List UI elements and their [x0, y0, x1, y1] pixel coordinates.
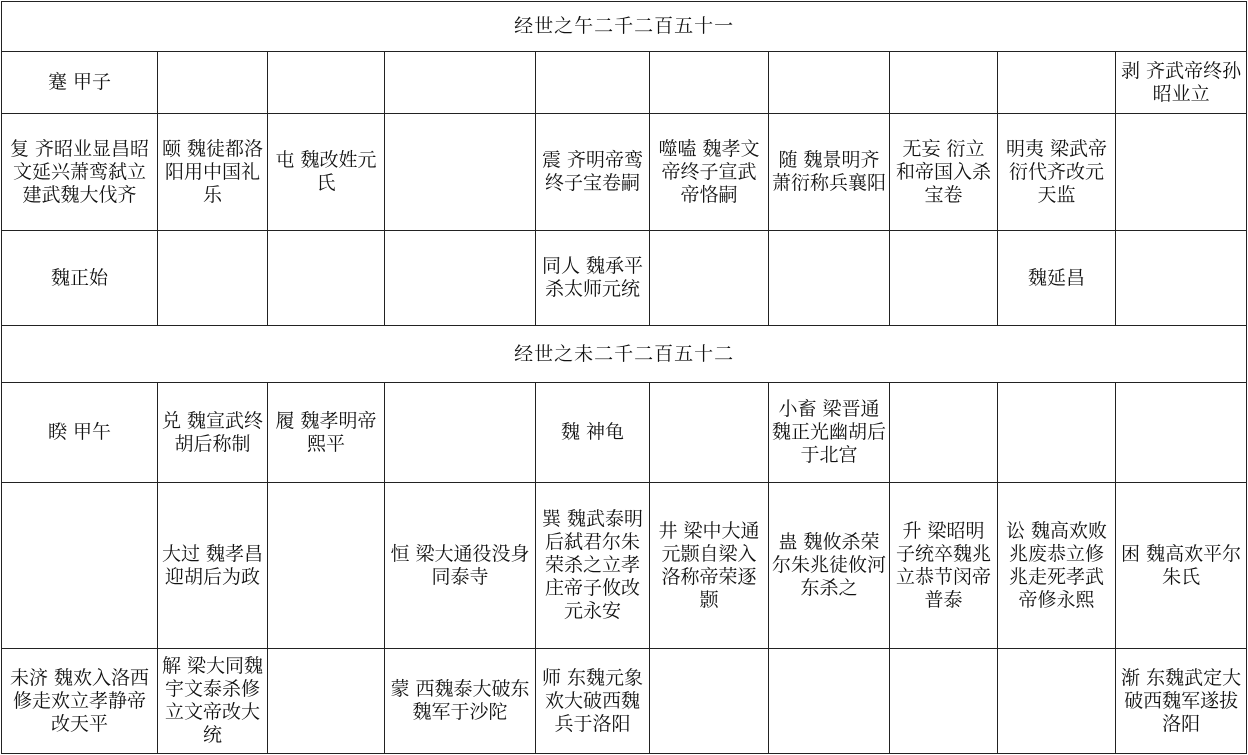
table-cell [1116, 114, 1247, 231]
table-cell [769, 52, 890, 114]
table-row [2, 383, 1247, 483]
table-cell [890, 52, 998, 114]
table-cell [158, 231, 268, 326]
section-header-row [2, 326, 1247, 383]
table-cell [536, 52, 650, 114]
section-header-row [2, 2, 1247, 52]
table-cell: 魏 神龟 [536, 383, 650, 483]
table-cell: 未济 魏欢入洛西修走欢立孝静帝改天平 [2, 649, 158, 754]
table-row [2, 483, 1247, 649]
table-cell: 井 梁中大通元颢自梁入洛称帝荣逐颢 [650, 483, 769, 649]
table-cell [998, 383, 1116, 483]
table-cell: 同人 魏承平杀太师元统 [536, 231, 650, 326]
table-cell: 复 齐昭业显昌昭文延兴萧鸾弑立建武魏大伐齐 [2, 114, 158, 231]
table-cell [268, 52, 385, 114]
table-body [2, 2, 1247, 754]
table-cell [890, 383, 998, 483]
table-cell: 屯 魏改姓元氏 [268, 114, 385, 231]
table-cell [385, 383, 536, 483]
table-cell [385, 231, 536, 326]
table-cell: 巽 魏武泰明后弑君尔朱荣杀之立孝庄帝子攸改元永安 [536, 483, 650, 649]
table-cell [650, 52, 769, 114]
table-cell: 随 魏景明齐萧衍称兵襄阳 [769, 114, 890, 231]
table-cell [385, 52, 536, 114]
table-cell: 无妄 衍立和帝国入杀宝卷 [890, 114, 998, 231]
table-cell [998, 52, 1116, 114]
table-cell [650, 649, 769, 754]
section-header: 经世之未二千二百五十二 [2, 326, 1247, 383]
chronology-table [1, 1, 1247, 754]
table-cell: 升 梁昭明子统卒魏兆立恭节闵帝普泰 [890, 483, 998, 649]
table-cell: 讼 魏高欢败兆废恭立修兆走死孝武帝修永熙 [998, 483, 1116, 649]
table-cell: 履 魏孝明帝熙平 [268, 383, 385, 483]
table-cell [769, 231, 890, 326]
table-row [2, 231, 1247, 326]
table-cell [158, 52, 268, 114]
table-cell: 困 魏高欢平尔朱氏 [1116, 483, 1247, 649]
table-cell [268, 483, 385, 649]
table-cell: 恒 梁大通役没身同泰寺 [385, 483, 536, 649]
table-cell [650, 383, 769, 483]
table-cell: 蛊 魏攸杀荣尔朱兆徒攸河东杀之 [769, 483, 890, 649]
section-header: 经世之午二千二百五十一 [2, 2, 1247, 52]
table-cell [769, 649, 890, 754]
table-cell: 震 齐明帝鸾终子宝卷嗣 [536, 114, 650, 231]
table-cell [2, 483, 158, 649]
table-row [2, 114, 1247, 231]
table-cell [998, 649, 1116, 754]
table-cell: 小畜 梁晋通魏正光幽胡后于北宫 [769, 383, 890, 483]
table-cell [1116, 383, 1247, 483]
table-cell [268, 649, 385, 754]
table-cell: 蒙 西魏泰大破东魏军于沙陀 [385, 649, 536, 754]
table-cell [890, 231, 998, 326]
table-cell [650, 231, 769, 326]
table-cell [1116, 231, 1247, 326]
table-cell: 兑 魏宣武终胡后称制 [158, 383, 268, 483]
table-cell: 噬嗑 魏孝文帝终子宣武帝恪嗣 [650, 114, 769, 231]
table-cell: 魏正始 [2, 231, 158, 326]
table-cell: 师 东魏元象欢大破西魏兵于洛阳 [536, 649, 650, 754]
table-cell: 剥 齐武帝终孙昭业立 [1116, 52, 1247, 114]
table-cell: 解 梁大同魏宇文泰杀修立文帝改大统 [158, 649, 268, 754]
table-cell: 颐 魏徒都洛阳用中国礼乐 [158, 114, 268, 231]
table-cell: 渐 东魏武定大破西魏军遂拔洛阳 [1116, 649, 1247, 754]
table-cell: 蹇 甲子 [2, 52, 158, 114]
table-row [2, 649, 1247, 754]
table-cell: 大过 魏孝昌迎胡后为政 [158, 483, 268, 649]
table-cell: 魏延昌 [998, 231, 1116, 326]
table-cell [385, 114, 536, 231]
table-cell: 睽 甲午 [2, 383, 158, 483]
table-cell [268, 231, 385, 326]
table-cell: 明夷 梁武帝衍代齐改元天监 [998, 114, 1116, 231]
table-cell [890, 649, 998, 754]
table-row [2, 52, 1247, 114]
